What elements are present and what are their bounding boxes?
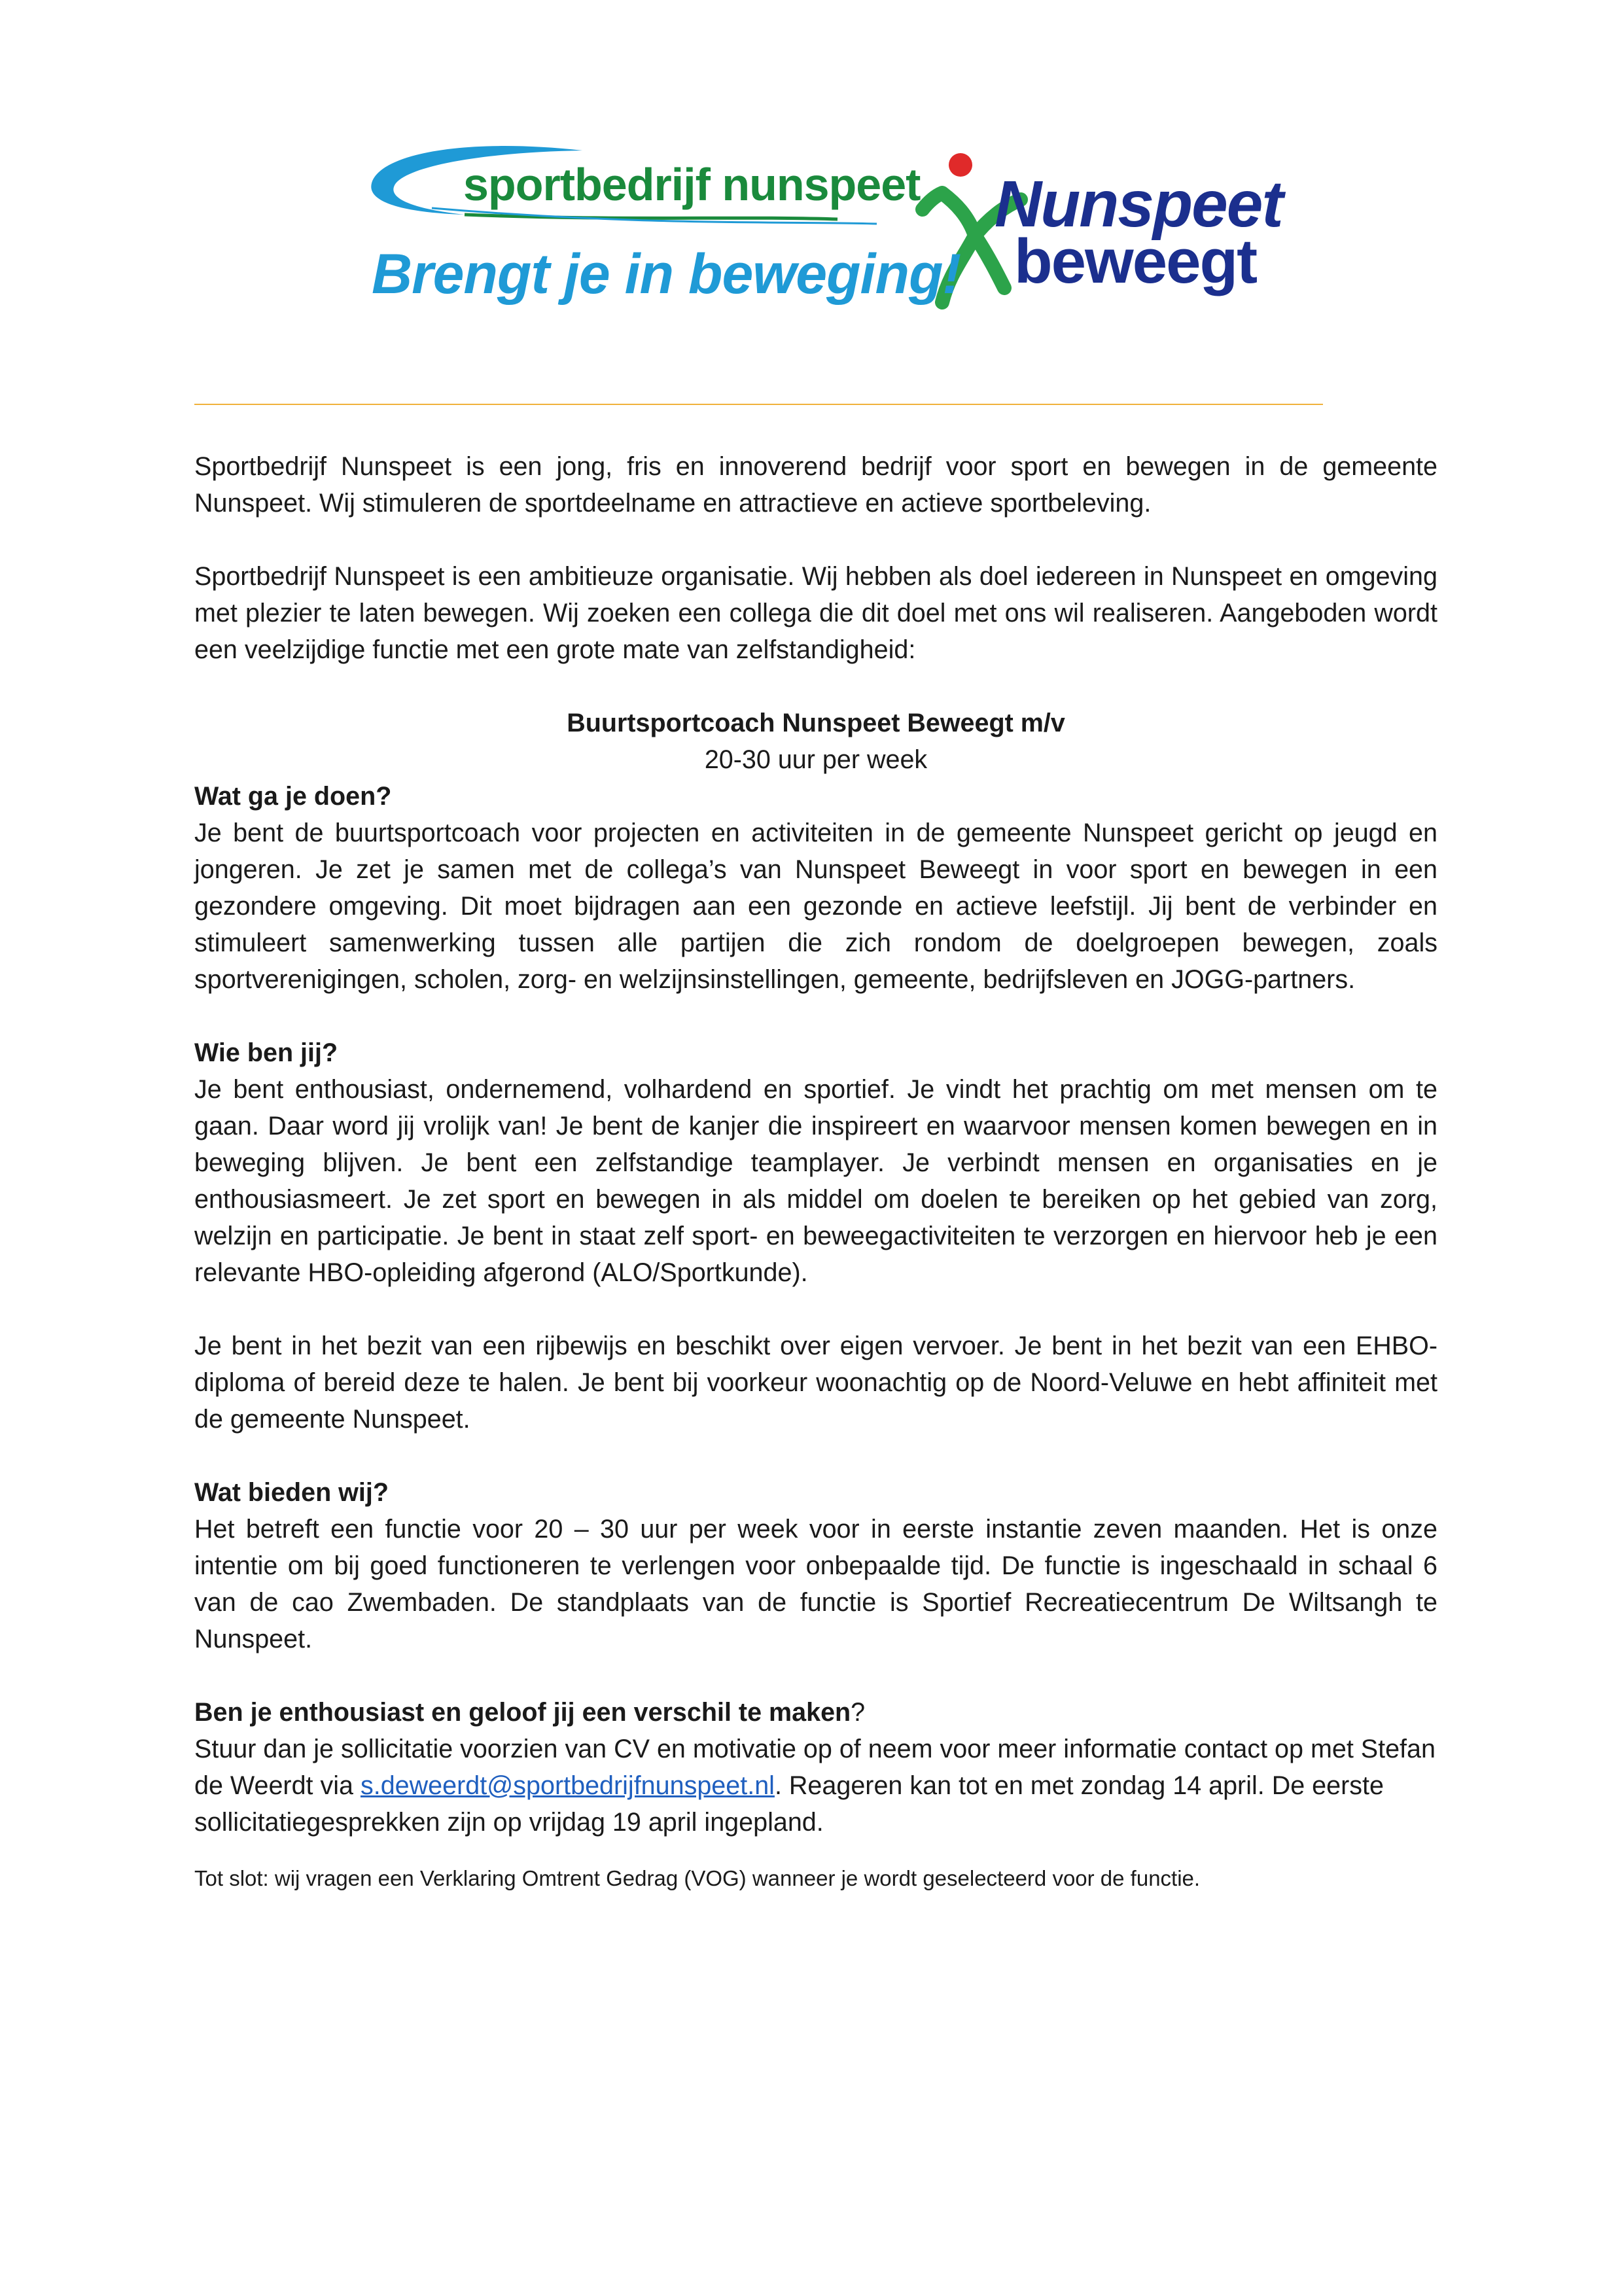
contact-line-2: . Reageren kan tot en met zondag 14 april. De eerste sollicitatiegesprekken zijn op vrijdag 19 april ingepland.: [194, 1771, 1384, 1837]
contact-line-1: Stuur dan je sollicitatie voorzien van CV en motivatie op of neem voor meer informatie contact op met Stefan de Weerdt via: [194, 1735, 1436, 1800]
nunspeet-beweegt-logo-line1: Nunspeet: [995, 168, 1282, 241]
header-divider: [194, 404, 1323, 405]
intro-paragraph-2: Sportbedrijf Nunspeet is een ambitieuze organisatie. Wij hebben als doel iedereen in Nunspeet en omgeving met plezier te laten bewegen. Wij zoeken een collega die dit doel met ons wil realiseren. Aangeboden wordt een veelzijdige functie met een grote mate van zelfstandigheid:: [194, 562, 1437, 664]
section-body-wie: Je bent enthousiast, ondernemend, volhardend en sportief. Je vindt het prachtig om met mensen om te gaan. Daar word jij vrolijk van! Je bent de kanjer die inspireert en waarvoor mensen komen bewegen en in beweging blijven. Je bent een zelfstandige teamplayer. Je verbindt mensen en organisaties en je enthousiasmeert. Je zet sport en bewegen in als middel om doelen te bereiken op het gebied van zorg, welzijn en participatie. Je bent in staat zelf sport- en beweegactiviteiten te verzorgen en hiervoor heb je een relevante HBO-opleiding afgerond (ALO/Sportkunde).: [194, 1075, 1437, 1287]
contact-email-link[interactable]: s.deweerdt@sportbedrijfnunspeet.nl: [360, 1771, 775, 1800]
header-logos: [366, 131, 1282, 327]
section-body-wie-2: Je bent in het bezit van een rijbewijs en beschikt over eigen vervoer. Je bent in het bezit van een EHBO-diploma of bereid deze te halen. Je bent bij voorkeur woonachtig op de Noord-Veluwe en hebt affiniteit met de gemeente Nunspeet.: [194, 1332, 1437, 1434]
contact-heading-mark: ?: [851, 1698, 866, 1727]
intro-paragraph-1: Sportbedrijf Nunspeet is een jong, fris en innoverend bedrijf voor sport en bewegen in de gemeente Nunspeet. Wij stimuleren de sportdeelname en attractieve en actieve sportbeleving.: [194, 452, 1437, 518]
job-hours: 20-30 uur per week: [704, 745, 928, 774]
section-heading-wat: Wat ga je doen?: [194, 782, 392, 811]
section-heading-contact: [194, 1694, 1437, 1731]
figure-head-icon: [949, 153, 972, 177]
footer-note: Tot slot: wij vragen een Verklaring Omtrent Gedrag (VOG) wanneer je wordt geselecteerd voor de functie.: [194, 1866, 1201, 1890]
nunspeet-beweegt-logo-line2: beweegt: [1014, 226, 1257, 296]
sportbedrijf-logo-tagline: Brengt je in beweging!: [372, 243, 961, 306]
document-body: [194, 448, 1437, 1897]
section-body-wat: Je bent de buurtsportcoach voor projecten en activiteiten in de gemeente Nunspeet gericht op jeugd en jongeren. Je zet je samen met de collega’s van Nunspeet Beweegt in voor sport en bewegen in een gezondere omgeving. Dit moet bijdragen aan een gezonde en actieve leefstijl. Jij bent de verbinder en stimuleert samenwerking tussen alle partijen die zich rondom de doelgroepen bewegen, zoals sportverenigingen, scholen, zorg- en welzijnsinstellingen, gemeente, bedrijfsleven en JOGG-partners.: [194, 819, 1437, 994]
job-title: Buurtsportcoach Nunspeet Beweegt m/v: [567, 709, 1065, 737]
contact-heading-text: Ben je enthousiast en geloof jij een verschil te maken: [194, 1698, 851, 1727]
section-body-contact: [194, 1731, 1437, 1841]
section-heading-bieden: Wat bieden wij?: [194, 1478, 389, 1507]
sportbedrijf-logo-name: sportbedrijf nunspeet: [463, 159, 921, 210]
section-body-bieden: Het betreft een functie voor 20 – 30 uur per week voor in eerste instantie zeven maanden. Het is onze intentie om bij goed functioneren te verlengen voor onbepaalde tijd. De functie is ingeschaald in schaal 6 van de cao Zwembaden. De standplaats van de functie is Sportief Recreatiecentrum De Wiltsangh te Nunspeet.: [194, 1515, 1437, 1653]
section-heading-wie: Wie ben jij?: [194, 1038, 338, 1067]
